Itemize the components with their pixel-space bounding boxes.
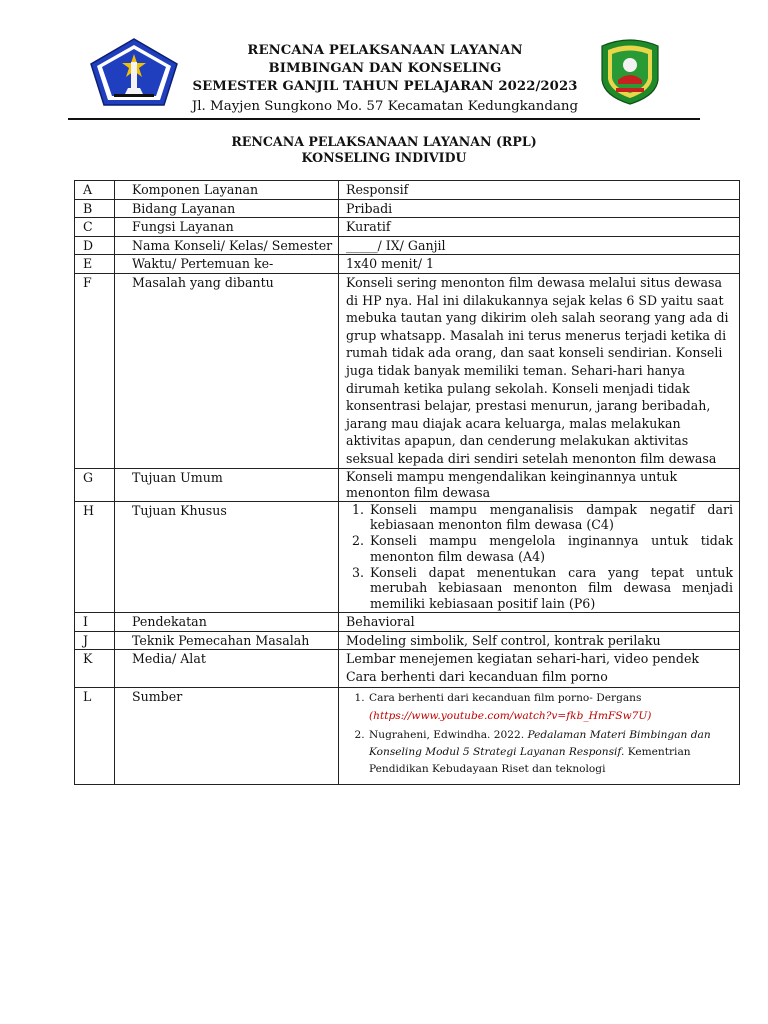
media-line-2: Cara berhenti dari kecanduan film porno: [346, 668, 608, 684]
sources: [339, 688, 740, 785]
table-row: [75, 613, 740, 632]
row-code: B: [75, 199, 115, 218]
table-row: [75, 501, 740, 613]
row-label: Nama Konseli/ Kelas/ Semester: [115, 236, 339, 255]
document-title: RENCANA PELAKSANAAN LAYANAN (RPL): [231, 134, 537, 149]
header-divider: [68, 118, 700, 120]
row-code: J: [75, 631, 115, 650]
row-value: Responsif: [339, 181, 740, 200]
row-label: Sumber: [115, 688, 339, 785]
row-code: K: [75, 650, 115, 688]
letterhead-address: Jl. Mayjen Sungkono Mo. 57 Kecamatan Kedungkandang: [191, 99, 579, 114]
row-value: Pribadi: [339, 199, 740, 218]
row-label: Pendekatan: [115, 613, 339, 632]
row-code: H: [75, 501, 115, 613]
list-item: 3. Konseli dapat menentukan cara yang tepat untuk merubah kebiasaan menonton film dewasa menjadi memiliki kebiasaan positif lain (P6): [368, 565, 733, 612]
table-row: [75, 181, 740, 200]
table-row: [75, 236, 740, 255]
list-item: [368, 727, 733, 779]
problem-description: Konseli sering menonton film dewasa melalui situs dewasa di HP nya. Hal ini dilakukannya sejak kelas 6 SD yaitu saat mebuka tautan yang dikirim oleh salah seorang yang ada di grup whatsapp. Masalah ini terus menerus terjadi ketika di rumah tidak ada orang, dan saat konseli sendirian. Konseli juga tidak banyak memiliki teman. Sehari-hari hanya dirumah ketika pulang sekolah. Konseli menjadi tidak konsentrasi belajar, prestasi menurun, jarang beribadah, jarang mau diajak acara keluarga, malas melakukan aktivitas apapun, dan cenderung melakukan aktivitas seksual kepada diri sendiri setelah menonton film dewasa: [339, 273, 740, 468]
media-line-1: Lembar menejemen kegiatan sehari-hari, video pendek: [346, 651, 700, 667]
letterhead-title-1: RENCANA PELAKSANAAN LAYANAN: [247, 43, 523, 58]
row-label: Bidang Layanan: [115, 199, 339, 218]
table-row: [75, 688, 740, 785]
row-value: 1x40 menit/ 1: [339, 255, 740, 274]
table-row: [75, 255, 740, 274]
reference-author: Nugraheni, Edwindha. 2022.: [369, 728, 525, 741]
specific-goals: [339, 501, 740, 613]
service-plan-table: [74, 180, 740, 785]
row-code: L: [75, 688, 115, 785]
document-subtitle: KONSELING INDIVIDU: [301, 150, 467, 165]
list-item: 1. Konseli mampu menganalisis dampak negatif dari kebiasaan menonton film dewasa (C4): [368, 502, 733, 534]
row-code: C: [75, 218, 115, 237]
row-code: G: [75, 468, 115, 501]
row-label: Teknik Pemecahan Masalah: [115, 631, 339, 650]
reference-title: Pedalaman Materi Bimbingan dan Konseling Modul 5 Strategi Layanan Responsif.: [369, 728, 711, 759]
row-value: Modeling simbolik, Self control, kontrak perilaku: [339, 631, 740, 650]
reference-publisher: Kementrian Pendidikan Kebudayaan Riset dan teknologi: [369, 746, 691, 776]
table-row: [75, 218, 740, 237]
media-tools: [339, 650, 740, 688]
row-code: I: [75, 613, 115, 632]
row-code: F: [75, 273, 115, 468]
reference-link[interactable]: (https://www.youtube.com/watch?v=fkb_HmFSw7U): [369, 709, 652, 722]
table-row: [75, 199, 740, 218]
row-code: D: [75, 236, 115, 255]
reference-text: Cara berhenti dari kecanduan film porno- Dergans: [369, 692, 642, 705]
sources-list: [346, 690, 733, 778]
row-value: _____/ IX/ Ganjil: [339, 236, 740, 255]
table-row: [75, 650, 740, 688]
row-label: Media/ Alat: [115, 650, 339, 688]
letterhead-title-2: BIMBINGAN DAN KONSELING: [268, 61, 502, 76]
row-code: A: [75, 181, 115, 200]
row-label: Tujuan Khusus: [115, 501, 339, 613]
row-code: E: [75, 255, 115, 274]
general-goal: Konseli mampu mengendalikan keinginannya untuk menonton film dewasa: [339, 468, 740, 501]
row-value: Kuratif: [339, 218, 740, 237]
row-value: Behavioral: [339, 613, 740, 632]
list-item: 2. Konseli mampu mengelola inginannya untuk tidak menonton film dewasa (A4): [368, 533, 733, 565]
letterhead-title-3: SEMESTER GANJIL TAHUN PELAJARAN 2022/2023: [192, 79, 578, 94]
row-label: Tujuan Umum: [115, 468, 339, 501]
letterhead: [150, 42, 620, 116]
row-label: Komponen Layanan: [115, 181, 339, 200]
table-row: [75, 631, 740, 650]
table-row: [75, 273, 740, 468]
list-item: [368, 690, 733, 724]
row-label: Waktu/ Pertemuan ke-: [115, 255, 339, 274]
school-emblem-logo: [598, 36, 662, 106]
row-label: Fungsi Layanan: [115, 218, 339, 237]
specific-goals-list: [346, 502, 733, 613]
table-row: [75, 468, 740, 501]
row-label: Masalah yang dibantu: [115, 273, 339, 468]
